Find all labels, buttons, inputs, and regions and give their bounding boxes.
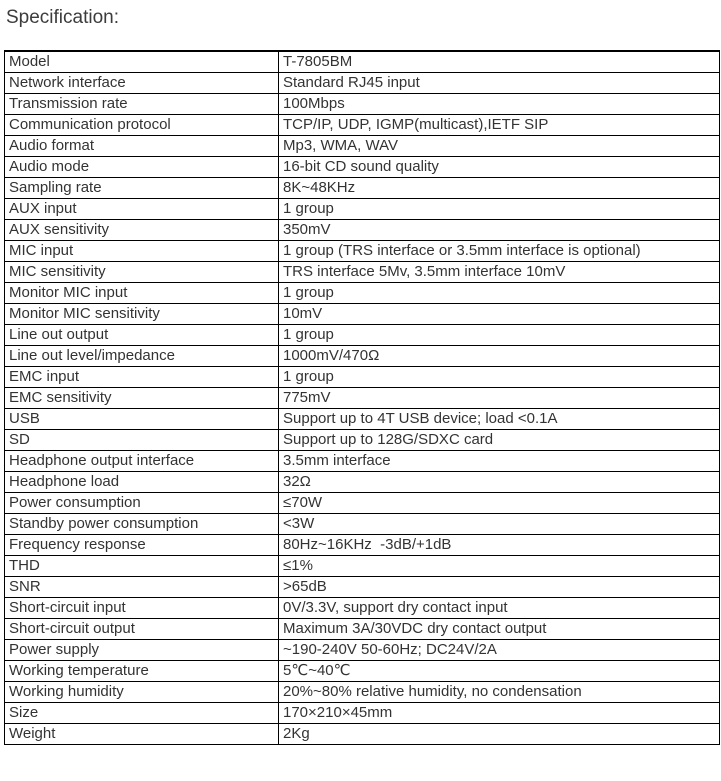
specification-table	[4, 50, 720, 745]
table-row	[5, 115, 720, 136]
table-row	[5, 94, 720, 115]
spec-value: 100Mbps	[279, 94, 720, 115]
spec-label: Headphone load	[5, 472, 279, 493]
spec-label: Size	[5, 703, 279, 724]
spec-label: Short-circuit output	[5, 619, 279, 640]
spec-value: >65dB	[279, 577, 720, 598]
spec-label: EMC input	[5, 367, 279, 388]
spec-value: 170×210×45mm	[279, 703, 720, 724]
spec-label: AUX sensitivity	[5, 220, 279, 241]
table-row	[5, 682, 720, 703]
table-row	[5, 51, 720, 73]
spec-value: Mp3, WMA, WAV	[279, 136, 720, 157]
table-row	[5, 178, 720, 199]
table-row	[5, 514, 720, 535]
spec-label: Standby power consumption	[5, 514, 279, 535]
spec-value: 3.5mm interface	[279, 451, 720, 472]
spec-value: 1 group	[279, 325, 720, 346]
spec-value: TCP/IP, UDP, IGMP(multicast),IETF SIP	[279, 115, 720, 136]
spec-label: Model	[5, 51, 279, 73]
table-row	[5, 703, 720, 724]
spec-label: MIC sensitivity	[5, 262, 279, 283]
spec-value: 1000mV/470Ω	[279, 346, 720, 367]
spec-value: 32Ω	[279, 472, 720, 493]
table-row	[5, 157, 720, 178]
table-row	[5, 73, 720, 94]
spec-value: ~190-240V 50-60Hz; DC24V/2A	[279, 640, 720, 661]
spec-table-body	[5, 51, 720, 745]
spec-value: 5℃~40℃	[279, 661, 720, 682]
spec-label: Short-circuit input	[5, 598, 279, 619]
table-row	[5, 598, 720, 619]
spec-label: EMC sensitivity	[5, 388, 279, 409]
table-row	[5, 220, 720, 241]
table-row	[5, 325, 720, 346]
table-row	[5, 430, 720, 451]
spec-label: Headphone output interface	[5, 451, 279, 472]
spec-label: Frequency response	[5, 535, 279, 556]
table-row	[5, 724, 720, 745]
spec-value: ≤70W	[279, 493, 720, 514]
spec-value: 775mV	[279, 388, 720, 409]
spec-label: Audio mode	[5, 157, 279, 178]
table-row	[5, 493, 720, 514]
spec-label: Monitor MIC input	[5, 283, 279, 304]
table-row	[5, 199, 720, 220]
spec-value: 80Hz~16KHz -3dB/+1dB	[279, 535, 720, 556]
spec-label: Communication protocol	[5, 115, 279, 136]
spec-value: TRS interface 5Mv, 3.5mm interface 10mV	[279, 262, 720, 283]
spec-value: 10mV	[279, 304, 720, 325]
table-row	[5, 304, 720, 325]
spec-label: Weight	[5, 724, 279, 745]
spec-value: 1 group	[279, 283, 720, 304]
spec-label: SD	[5, 430, 279, 451]
spec-label: Working temperature	[5, 661, 279, 682]
table-row	[5, 241, 720, 262]
spec-label: THD	[5, 556, 279, 577]
table-row	[5, 262, 720, 283]
spec-label: Line out level/impedance	[5, 346, 279, 367]
table-row	[5, 346, 720, 367]
spec-label: MIC input	[5, 241, 279, 262]
table-row	[5, 556, 720, 577]
spec-value: 2Kg	[279, 724, 720, 745]
spec-value: 16-bit CD sound quality	[279, 157, 720, 178]
table-row	[5, 388, 720, 409]
spec-value: 0V/3.3V, support dry contact input	[279, 598, 720, 619]
table-row	[5, 577, 720, 598]
spec-label: Power supply	[5, 640, 279, 661]
table-row	[5, 283, 720, 304]
spec-label: SNR	[5, 577, 279, 598]
page-title: Specification:	[6, 7, 120, 28]
spec-value: ≤1%	[279, 556, 720, 577]
spec-value: 350mV	[279, 220, 720, 241]
spec-label: Sampling rate	[5, 178, 279, 199]
spec-label: Working humidity	[5, 682, 279, 703]
spec-value: <3W	[279, 514, 720, 535]
table-row	[5, 451, 720, 472]
spec-label: USB	[5, 409, 279, 430]
spec-label: Transmission rate	[5, 94, 279, 115]
spec-value: 20%~80% relative humidity, no condensation	[279, 682, 720, 703]
spec-value: 1 group	[279, 199, 720, 220]
table-row	[5, 535, 720, 556]
spec-value: 1 group (TRS interface or 3.5mm interface is optional)	[279, 241, 720, 262]
spec-label: Monitor MIC sensitivity	[5, 304, 279, 325]
spec-label: Power consumption	[5, 493, 279, 514]
table-row	[5, 367, 720, 388]
table-row	[5, 640, 720, 661]
table-row	[5, 472, 720, 493]
table-row	[5, 619, 720, 640]
spec-value: Standard RJ45 input	[279, 73, 720, 94]
spec-label: Line out output	[5, 325, 279, 346]
spec-value: 1 group	[279, 367, 720, 388]
spec-value: T-7805BM	[279, 51, 720, 73]
spec-label: Network interface	[5, 73, 279, 94]
spec-label: Audio format	[5, 136, 279, 157]
table-row	[5, 409, 720, 430]
spec-value: Support up to 4T USB device; load <0.1A	[279, 409, 720, 430]
table-row	[5, 661, 720, 682]
spec-value: Support up to 128G/SDXC card	[279, 430, 720, 451]
spec-value: 8K~48KHz	[279, 178, 720, 199]
spec-value: Maximum 3A/30VDC dry contact output	[279, 619, 720, 640]
table-row	[5, 136, 720, 157]
spec-label: AUX input	[5, 199, 279, 220]
